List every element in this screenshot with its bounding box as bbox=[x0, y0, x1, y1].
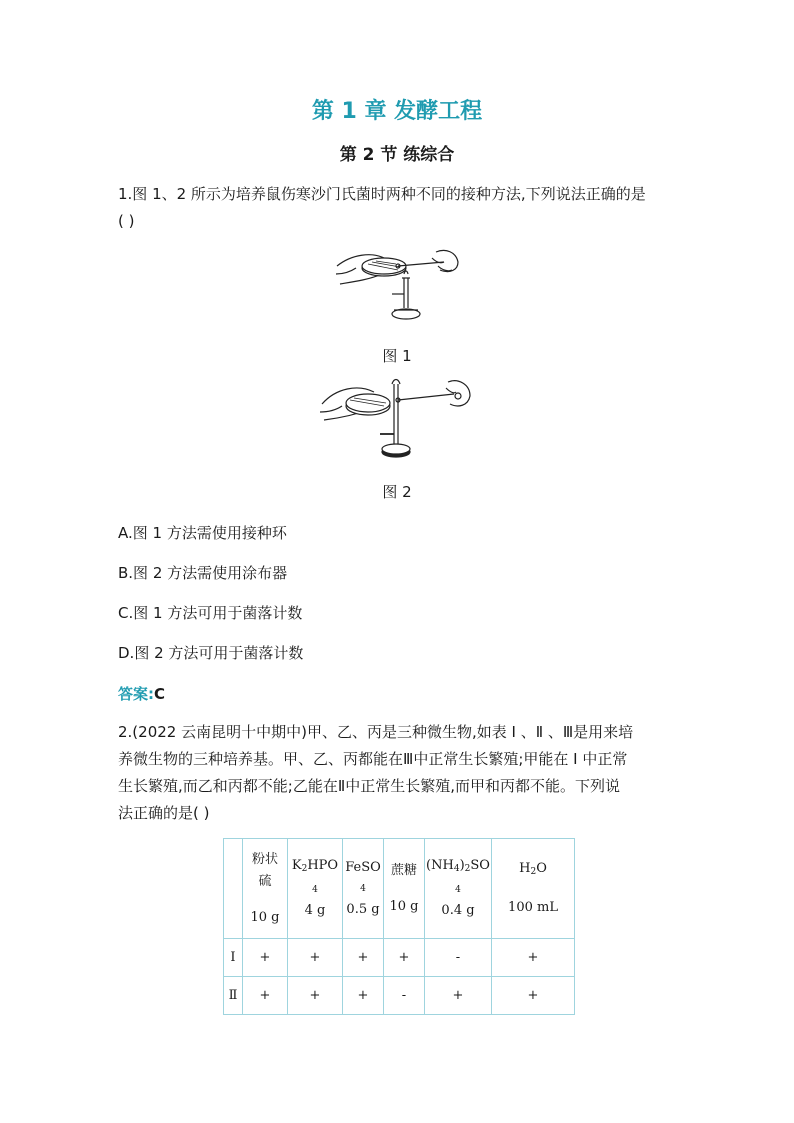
row-label: Ⅱ bbox=[224, 977, 243, 1015]
table-cell: + bbox=[492, 939, 575, 977]
table-header-row bbox=[224, 839, 575, 939]
header-powder-sulfur-amount: 10 g bbox=[250, 909, 280, 925]
q2-stem-line1: 2.(2022 云南昆明十中期中)甲、乙、丙是三种微生物,如表 Ⅰ 、Ⅱ 、Ⅲ是用来培 bbox=[118, 723, 634, 741]
header-feso4-formula: FeSO bbox=[345, 859, 381, 875]
q1-option-a[interactable]: A.图 1 方法需使用接种环 bbox=[118, 524, 287, 542]
table-cell: + bbox=[343, 977, 384, 1015]
q2-stem bbox=[118, 719, 688, 827]
table-row bbox=[224, 977, 575, 1015]
table-cell: + bbox=[425, 977, 492, 1015]
figure-1-caption: 图 1 bbox=[382, 347, 412, 365]
figure-2-spread-plating-illustration bbox=[318, 376, 474, 464]
q2-stem-line2: 养微生物的三种培养基。甲、乙、丙都能在Ⅲ中正常生长繁殖;甲能在 Ⅰ 中正常 bbox=[118, 750, 628, 768]
header-feso4 bbox=[343, 839, 384, 939]
table-cell: - bbox=[425, 939, 492, 977]
table-cell: + bbox=[492, 977, 575, 1015]
header-sucrose-label: 蔗糖 bbox=[390, 862, 417, 878]
section-title: 第 2 节 练综合 bbox=[339, 145, 455, 165]
header-nh4-2so4 bbox=[425, 839, 492, 939]
header-sucrose-amount: 10 g bbox=[389, 898, 419, 914]
table-cell: + bbox=[384, 939, 425, 977]
figure-1-streak-plating-illustration bbox=[332, 244, 462, 326]
table-cell: + bbox=[243, 977, 288, 1015]
header-corner bbox=[224, 839, 243, 939]
q1-answer bbox=[118, 683, 165, 704]
header-feso4-amount: 0.5 g bbox=[346, 901, 380, 917]
q1-stem-line1: 1.图 1、2 所示为培养鼠伤寒沙门氏菌时两种不同的接种方法,下列说法正确的是 bbox=[118, 185, 646, 203]
q1-stem-line2: ( ) bbox=[118, 212, 135, 230]
header-powder-sulfur bbox=[243, 839, 288, 939]
header-sucrose bbox=[384, 839, 425, 939]
q1-option-b[interactable]: B.图 2 方法需使用涂布器 bbox=[118, 564, 288, 582]
q1-option-c[interactable]: C.图 1 方法可用于菌落计数 bbox=[118, 604, 303, 622]
culture-medium-table bbox=[223, 838, 575, 1015]
table-row bbox=[224, 939, 575, 977]
header-powder-sulfur-b: 硫 bbox=[258, 873, 272, 889]
row-label: Ⅰ bbox=[224, 939, 243, 977]
header-k2hpo4 bbox=[288, 839, 343, 939]
header-nh4-2so4-wrap: 4 bbox=[455, 885, 461, 895]
q2-stem-line4: 法正确的是( ) bbox=[118, 804, 210, 822]
header-nh4-2so4-formula: $(NH_4)_2SO$ bbox=[426, 858, 490, 874]
header-water-amount: 100 mL bbox=[508, 900, 558, 915]
header-water bbox=[492, 839, 575, 939]
header-nh4-2so4-amount: 0.4 g bbox=[441, 903, 475, 918]
header-k2hpo4-amount: 4 g bbox=[304, 903, 326, 918]
q2-stem-line3: 生长繁殖,而乙和丙都不能;乙能在Ⅱ中正常生长繁殖,而甲和丙都不能。下列说 bbox=[118, 777, 620, 795]
q1-option-d[interactable]: D.图 2 方法可用于菌落计数 bbox=[118, 644, 304, 662]
table-cell: + bbox=[288, 939, 343, 977]
answer-label: 答案: bbox=[118, 685, 154, 703]
table-cell: + bbox=[243, 939, 288, 977]
header-powder-sulfur-a: 粉状 bbox=[251, 851, 278, 867]
header-feso4-wrap: 4 bbox=[360, 883, 366, 894]
header-k2hpo4-formula: $K_2HPO$ bbox=[291, 858, 339, 874]
figure-2-caption: 图 2 bbox=[382, 483, 412, 501]
table-cell: + bbox=[288, 977, 343, 1015]
chapter-title: 第 1 章 发酵工程 bbox=[311, 99, 483, 124]
header-k2hpo4-wrap: 4 bbox=[312, 885, 318, 895]
table-cell: - bbox=[384, 977, 425, 1015]
table-cell: + bbox=[343, 939, 384, 977]
q1-stem bbox=[118, 181, 688, 235]
answer-value: C bbox=[154, 685, 166, 703]
header-water-formula: $H_2O$ bbox=[519, 861, 547, 877]
